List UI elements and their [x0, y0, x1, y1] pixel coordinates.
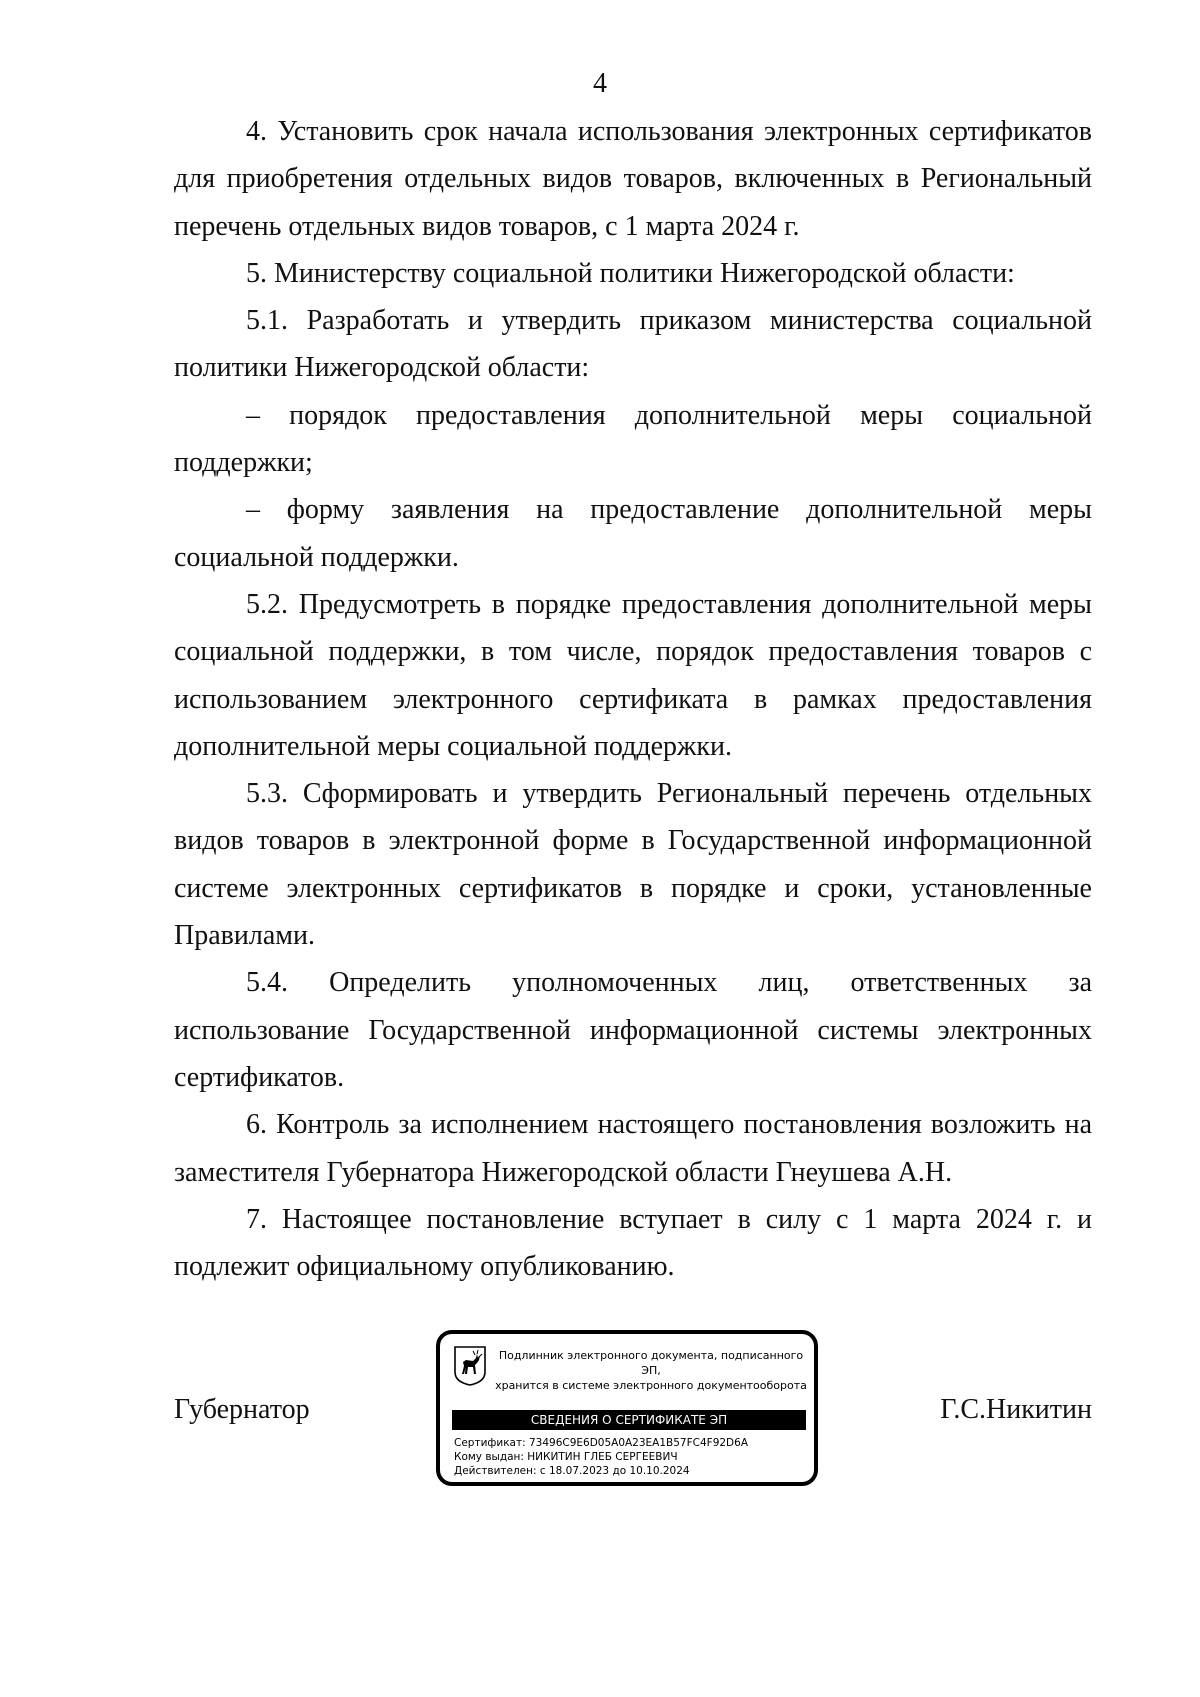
signature-block	[174, 1330, 1092, 1488]
paragraph-5-1-item-2: – форму заявления на предоставление дополнительной меры социальной поддержки.	[174, 494, 1092, 573]
certificate-number: Сертификат: 73496C9E6D05A0A23EA1B57FC4F92D6A	[454, 1437, 749, 1449]
paragraph-5-1-item-1: – порядок предоставления дополнительной меры социальной поддержки;	[174, 399, 1092, 479]
stamp-certificate-info	[454, 1436, 810, 1478]
paragraph-5-3: 5.3. Сформировать и утвердить Региональный перечень отдельных видов товаров в электронной форме в Государственной информационной системе электронных сертификатов в порядке и сроки, установленные Правилами.	[174, 778, 1092, 952]
paragraph-7: 7. Настоящее постановление вступает в силу с 1 марта 2024 г. и подлежит официальному опубликованию.	[174, 1203, 1092, 1283]
stamp-certificate-bar: СВЕДЕНИЯ О СЕРТИФИКАТЕ ЭП	[452, 1410, 806, 1430]
nizhny-novgorod-deer-emblem-icon	[454, 1346, 486, 1386]
paragraph-5-1: 5.1. Разработать и утвердить приказом министерства социальной политики Нижегородской области:	[174, 305, 1092, 384]
page-number: 4	[593, 68, 607, 99]
document-body	[174, 108, 1092, 1290]
stamp-header-line-2: хранится в системе электронного документооборота	[495, 1379, 807, 1392]
paragraph-6: 6. Контроль за исполнением настоящего постановления возложить на заместителя Губернатора Нижегородской области Гнеушева А.Н.	[174, 1109, 1092, 1188]
paragraph-5-2: 5.2. Предусмотреть в порядке предоставления дополнительной меры социальной поддержки, в том числе, порядок предоставления товаров с использованием электронного сертификата в рамках предоставления дополнительной меры социальной поддержки.	[174, 588, 1092, 762]
paragraph-4: 4. Установить срок начала использования электронных сертификатов для приобретения отдельных видов товаров, включенных в Региональный перечень отдельных видов товаров, с 1 марта 2024 г.	[174, 116, 1092, 242]
paragraph-5-4: 5.4. Определить уполномоченных лиц, ответственных за использование Государственной информационной системы электронных сертификатов.	[174, 967, 1092, 1093]
stamp-header-line-1: Подлинник электронного документа, подписанного ЭП,	[498, 1349, 804, 1377]
stamp-header	[492, 1348, 810, 1393]
paragraph-5: 5. Министерству социальной политики Нижегородской области:	[246, 257, 1015, 289]
certificate-holder: Кому выдан: НИКИТИН ГЛЕБ СЕРГЕЕВИЧ	[454, 1451, 678, 1463]
electronic-signature-stamp	[436, 1330, 818, 1486]
certificate-validity: Действителен: с 18.07.2023 до 10.10.2024	[454, 1465, 690, 1477]
signer-name: Г.С.Никитин	[940, 1394, 1092, 1425]
signer-title: Губернатор	[174, 1394, 310, 1425]
